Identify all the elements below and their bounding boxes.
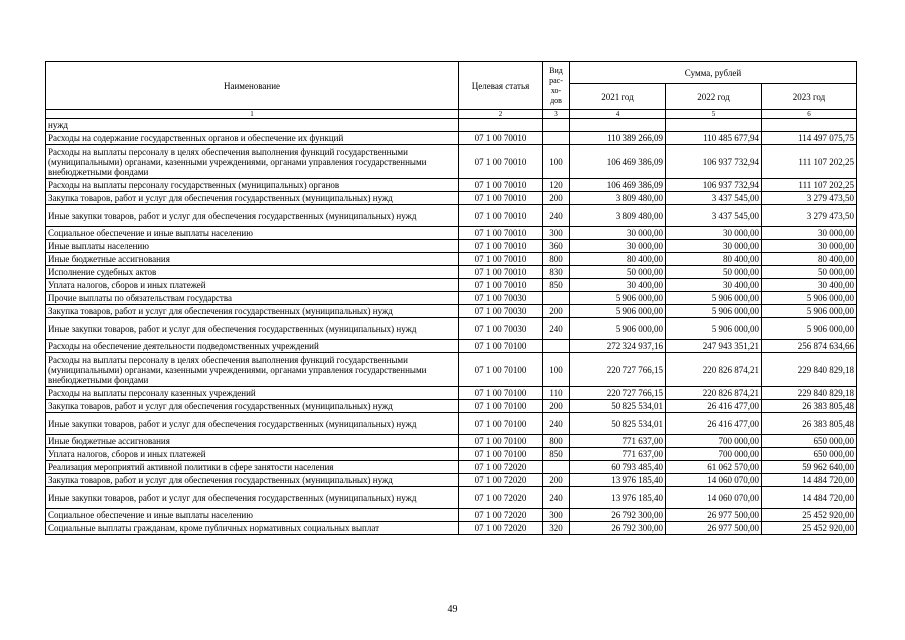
row-amount-2023: 30 400,00 [762, 279, 857, 292]
row-amount-2021: 26 792 300,00 [570, 522, 666, 535]
row-amount-2023: 50 000,00 [762, 266, 857, 279]
row-code [459, 119, 543, 132]
table-row [46, 205, 857, 227]
table-row [46, 227, 857, 240]
row-amount-2022: 14 060 070,00 [666, 487, 762, 509]
row-amount-2023: 229 840 829,18 [762, 387, 857, 400]
row-amount-2023 [762, 119, 857, 132]
row-type [543, 132, 570, 145]
row-name: Социальное обеспечение и иные выплаты населению [46, 227, 459, 240]
row-type: 300 [543, 227, 570, 240]
row-type: 100 [543, 353, 570, 387]
row-type: 200 [543, 474, 570, 487]
row-amount-2021: 5 906 000,00 [570, 292, 666, 305]
row-amount-2023: 5 906 000,00 [762, 305, 857, 318]
row-amount-2023: 229 840 829,18 [762, 353, 857, 387]
table-row [46, 318, 857, 340]
table-row [46, 279, 857, 292]
row-amount-2022: 30 400,00 [666, 279, 762, 292]
row-name: нужд [46, 119, 459, 132]
table-row [46, 292, 857, 305]
row-code: 07 1 00 70030 [459, 292, 543, 305]
row-name: Расходы на содержание государственных органов и обеспечение их функций [46, 132, 459, 145]
row-amount-2022: 5 906 000,00 [666, 292, 762, 305]
row-name: Закупка товаров, работ и услуг для обеспечения государственных (муниципальных) нужд [46, 400, 459, 413]
table-row [46, 266, 857, 279]
column-number: 6 [762, 110, 857, 119]
row-type: 240 [543, 205, 570, 227]
table-row [46, 119, 857, 132]
row-amount-2023: 80 400,00 [762, 253, 857, 266]
row-name: Закупка товаров, работ и услуг для обеспечения государственных (муниципальных) нужд [46, 192, 459, 205]
row-code: 07 1 00 70100 [459, 400, 543, 413]
row-name: Иные выплаты населению [46, 240, 459, 253]
table-row [46, 400, 857, 413]
row-amount-2021: 220 727 766,15 [570, 387, 666, 400]
row-name: Расходы на выплаты персоналу казенных учреждений [46, 387, 459, 400]
row-amount-2021: 3 809 480,00 [570, 205, 666, 227]
row-amount-2022: 220 826 874,21 [666, 387, 762, 400]
row-type: 110 [543, 387, 570, 400]
row-type: 850 [543, 448, 570, 461]
row-amount-2022: 3 437 545,00 [666, 192, 762, 205]
row-name: Расходы на обеспечение деятельности подведомственных учреждений [46, 340, 459, 353]
header-year-2022: 2022 год [666, 84, 762, 110]
row-amount-2022: 61 062 570,00 [666, 461, 762, 474]
row-type: 240 [543, 413, 570, 435]
row-amount-2023: 26 383 805,48 [762, 400, 857, 413]
row-amount-2022: 14 060 070,00 [666, 474, 762, 487]
row-amount-2023: 30 000,00 [762, 240, 857, 253]
row-name: Иные бюджетные ассигнования [46, 253, 459, 266]
row-amount-2021: 220 727 766,15 [570, 353, 666, 387]
row-name: Закупка товаров, работ и услуг для обеспечения государственных (муниципальных) нужд [46, 305, 459, 318]
row-amount-2021: 110 389 266,09 [570, 132, 666, 145]
table-row [46, 145, 857, 179]
row-name: Уплата налогов, сборов и иных платежей [46, 448, 459, 461]
row-amount-2022: 5 906 000,00 [666, 318, 762, 340]
row-name: Расходы на выплаты персоналу в целях обеспечения выполнения функций государственными (муниципальными) органами, казенными учреждениями, органами управления государственными внебюджетными фондами [46, 145, 459, 179]
table-row [46, 340, 857, 353]
row-name: Социальные выплаты гражданам, кроме публичных нормативных социальных выплат [46, 522, 459, 535]
header-type: Вид рас-хо-дов [543, 62, 570, 110]
row-amount-2021: 80 400,00 [570, 253, 666, 266]
table-row [46, 353, 857, 387]
row-name: Расходы на выплаты персоналу государственных (муниципальных) органов [46, 179, 459, 192]
table-body [46, 119, 857, 535]
row-amount-2022: 26 977 500,00 [666, 509, 762, 522]
row-amount-2023: 111 107 202,25 [762, 179, 857, 192]
row-amount-2022: 700 000,00 [666, 448, 762, 461]
row-amount-2022: 50 000,00 [666, 266, 762, 279]
column-number: 5 [666, 110, 762, 119]
row-amount-2022: 26 416 477,00 [666, 400, 762, 413]
row-type: 120 [543, 179, 570, 192]
row-amount-2021: 106 469 386,09 [570, 145, 666, 179]
row-amount-2022: 110 485 677,94 [666, 132, 762, 145]
table-row [46, 522, 857, 535]
row-code: 07 1 00 70010 [459, 266, 543, 279]
row-code: 07 1 00 72020 [459, 509, 543, 522]
row-amount-2022: 106 937 732,94 [666, 179, 762, 192]
row-name: Иные закупки товаров, работ и услуг для обеспечения государственных (муниципальных) нужд [46, 205, 459, 227]
table-row [46, 253, 857, 266]
row-name: Закупка товаров, работ и услуг для обеспечения государственных (муниципальных) нужд [46, 474, 459, 487]
row-type: 240 [543, 487, 570, 509]
row-type: 320 [543, 522, 570, 535]
row-code: 07 1 00 72020 [459, 461, 543, 474]
row-amount-2022 [666, 119, 762, 132]
row-name: Реализация мероприятий активной политики в сфере занятости населения [46, 461, 459, 474]
row-amount-2022: 30 000,00 [666, 240, 762, 253]
row-amount-2021: 50 825 534,01 [570, 400, 666, 413]
row-amount-2023: 256 874 634,66 [762, 340, 857, 353]
table-row [46, 240, 857, 253]
row-code: 07 1 00 70100 [459, 353, 543, 387]
row-code: 07 1 00 70010 [459, 227, 543, 240]
row-code: 07 1 00 72020 [459, 474, 543, 487]
row-code: 07 1 00 70010 [459, 192, 543, 205]
row-type [543, 461, 570, 474]
table-row [46, 509, 857, 522]
row-name: Иные закупки товаров, работ и услуг для обеспечения государственных (муниципальных) нужд [46, 318, 459, 340]
header-year-2023: 2023 год [762, 84, 857, 110]
row-type: 100 [543, 145, 570, 179]
row-code: 07 1 00 72020 [459, 487, 543, 509]
row-amount-2021: 50 825 534,01 [570, 413, 666, 435]
row-amount-2022: 26 416 477,00 [666, 413, 762, 435]
table-row [46, 448, 857, 461]
row-amount-2022: 106 937 732,94 [666, 145, 762, 179]
row-name: Расходы на выплаты персоналу в целях обеспечения выполнения функций государственными (муниципальными) органами, казенными учреждениями, органами управления государственными внебюджетными фондами [46, 353, 459, 387]
row-amount-2022: 5 906 000,00 [666, 305, 762, 318]
row-amount-2023: 14 484 720,00 [762, 474, 857, 487]
row-code: 07 1 00 70010 [459, 279, 543, 292]
row-name: Исполнение судебных актов [46, 266, 459, 279]
row-code: 07 1 00 70100 [459, 340, 543, 353]
row-code: 07 1 00 70100 [459, 448, 543, 461]
row-name: Уплата налогов, сборов и иных платежей [46, 279, 459, 292]
column-number: 1 [46, 110, 459, 119]
row-amount-2022: 247 943 351,21 [666, 340, 762, 353]
row-type [543, 292, 570, 305]
row-amount-2023: 111 107 202,25 [762, 145, 857, 179]
row-name: Социальное обеспечение и иные выплаты населению [46, 509, 459, 522]
row-amount-2021: 30 000,00 [570, 240, 666, 253]
row-amount-2021: 13 976 185,40 [570, 487, 666, 509]
row-code: 07 1 00 70100 [459, 435, 543, 448]
row-type: 200 [543, 400, 570, 413]
table-row [46, 487, 857, 509]
row-code: 07 1 00 70010 [459, 240, 543, 253]
row-type [543, 119, 570, 132]
row-amount-2021: 5 906 000,00 [570, 305, 666, 318]
row-amount-2021: 30 000,00 [570, 227, 666, 240]
row-amount-2022: 30 000,00 [666, 227, 762, 240]
row-amount-2022: 220 826 874,21 [666, 353, 762, 387]
row-amount-2023: 26 383 805,48 [762, 413, 857, 435]
table-row [46, 305, 857, 318]
row-amount-2021: 771 637,00 [570, 448, 666, 461]
row-amount-2021: 60 793 485,40 [570, 461, 666, 474]
row-amount-2023: 30 000,00 [762, 227, 857, 240]
table-row [46, 461, 857, 474]
row-amount-2023: 25 452 920,00 [762, 509, 857, 522]
budget-table [45, 61, 857, 535]
row-name: Иные бюджетные ассигнования [46, 435, 459, 448]
row-amount-2023: 59 962 640,00 [762, 461, 857, 474]
row-name: Прочие выплаты по обязательствам государства [46, 292, 459, 305]
row-amount-2021: 5 906 000,00 [570, 318, 666, 340]
row-amount-2021: 3 809 480,00 [570, 192, 666, 205]
row-amount-2023: 25 452 920,00 [762, 522, 857, 535]
row-type: 300 [543, 509, 570, 522]
table-header [46, 62, 857, 119]
row-amount-2023: 5 906 000,00 [762, 292, 857, 305]
row-amount-2023: 3 279 473,50 [762, 192, 857, 205]
row-amount-2021: 272 324 937,16 [570, 340, 666, 353]
row-code: 07 1 00 70010 [459, 205, 543, 227]
row-code: 07 1 00 70030 [459, 318, 543, 340]
table-row [46, 192, 857, 205]
row-amount-2023: 650 000,00 [762, 448, 857, 461]
row-amount-2021 [570, 119, 666, 132]
header-name: Наименование [46, 62, 459, 110]
row-amount-2021: 30 400,00 [570, 279, 666, 292]
row-type: 800 [543, 253, 570, 266]
row-code: 07 1 00 70010 [459, 179, 543, 192]
table-row [46, 413, 857, 435]
row-type: 360 [543, 240, 570, 253]
row-code: 07 1 00 70030 [459, 305, 543, 318]
row-amount-2021: 13 976 185,40 [570, 474, 666, 487]
table-row [46, 474, 857, 487]
row-code: 07 1 00 70100 [459, 387, 543, 400]
row-amount-2022: 80 400,00 [666, 253, 762, 266]
header-sum: Сумма, рублей [570, 62, 857, 84]
row-amount-2021: 26 792 300,00 [570, 509, 666, 522]
row-code: 07 1 00 70010 [459, 145, 543, 179]
table-row [46, 132, 857, 145]
row-type: 200 [543, 305, 570, 318]
row-amount-2021: 106 469 386,09 [570, 179, 666, 192]
table-row [46, 387, 857, 400]
page-number: 49 [447, 604, 458, 615]
row-amount-2022: 26 977 500,00 [666, 522, 762, 535]
table-row [46, 179, 857, 192]
row-amount-2023: 14 484 720,00 [762, 487, 857, 509]
row-type: 850 [543, 279, 570, 292]
row-code: 07 1 00 70100 [459, 413, 543, 435]
row-type: 240 [543, 318, 570, 340]
table-row [46, 435, 857, 448]
row-amount-2023: 114 497 075,75 [762, 132, 857, 145]
header-target: Целевая статья [459, 62, 543, 110]
row-type [543, 340, 570, 353]
row-amount-2023: 3 279 473,50 [762, 205, 857, 227]
row-code: 07 1 00 72020 [459, 522, 543, 535]
header-year-2021: 2021 год [570, 84, 666, 110]
row-amount-2021: 771 637,00 [570, 435, 666, 448]
row-type: 200 [543, 192, 570, 205]
column-numbers-row [46, 110, 857, 119]
row-name: Иные закупки товаров, работ и услуг для обеспечения государственных (муниципальных) нужд [46, 413, 459, 435]
column-number: 3 [543, 110, 570, 119]
row-type: 830 [543, 266, 570, 279]
row-amount-2023: 5 906 000,00 [762, 318, 857, 340]
column-number: 2 [459, 110, 543, 119]
row-code: 07 1 00 70010 [459, 253, 543, 266]
row-amount-2021: 50 000,00 [570, 266, 666, 279]
column-number: 4 [570, 110, 666, 119]
row-amount-2023: 650 000,00 [762, 435, 857, 448]
row-type: 800 [543, 435, 570, 448]
row-name: Иные закупки товаров, работ и услуг для обеспечения государственных (муниципальных) нужд [46, 487, 459, 509]
row-code: 07 1 00 70010 [459, 132, 543, 145]
row-amount-2022: 700 000,00 [666, 435, 762, 448]
row-amount-2022: 3 437 545,00 [666, 205, 762, 227]
